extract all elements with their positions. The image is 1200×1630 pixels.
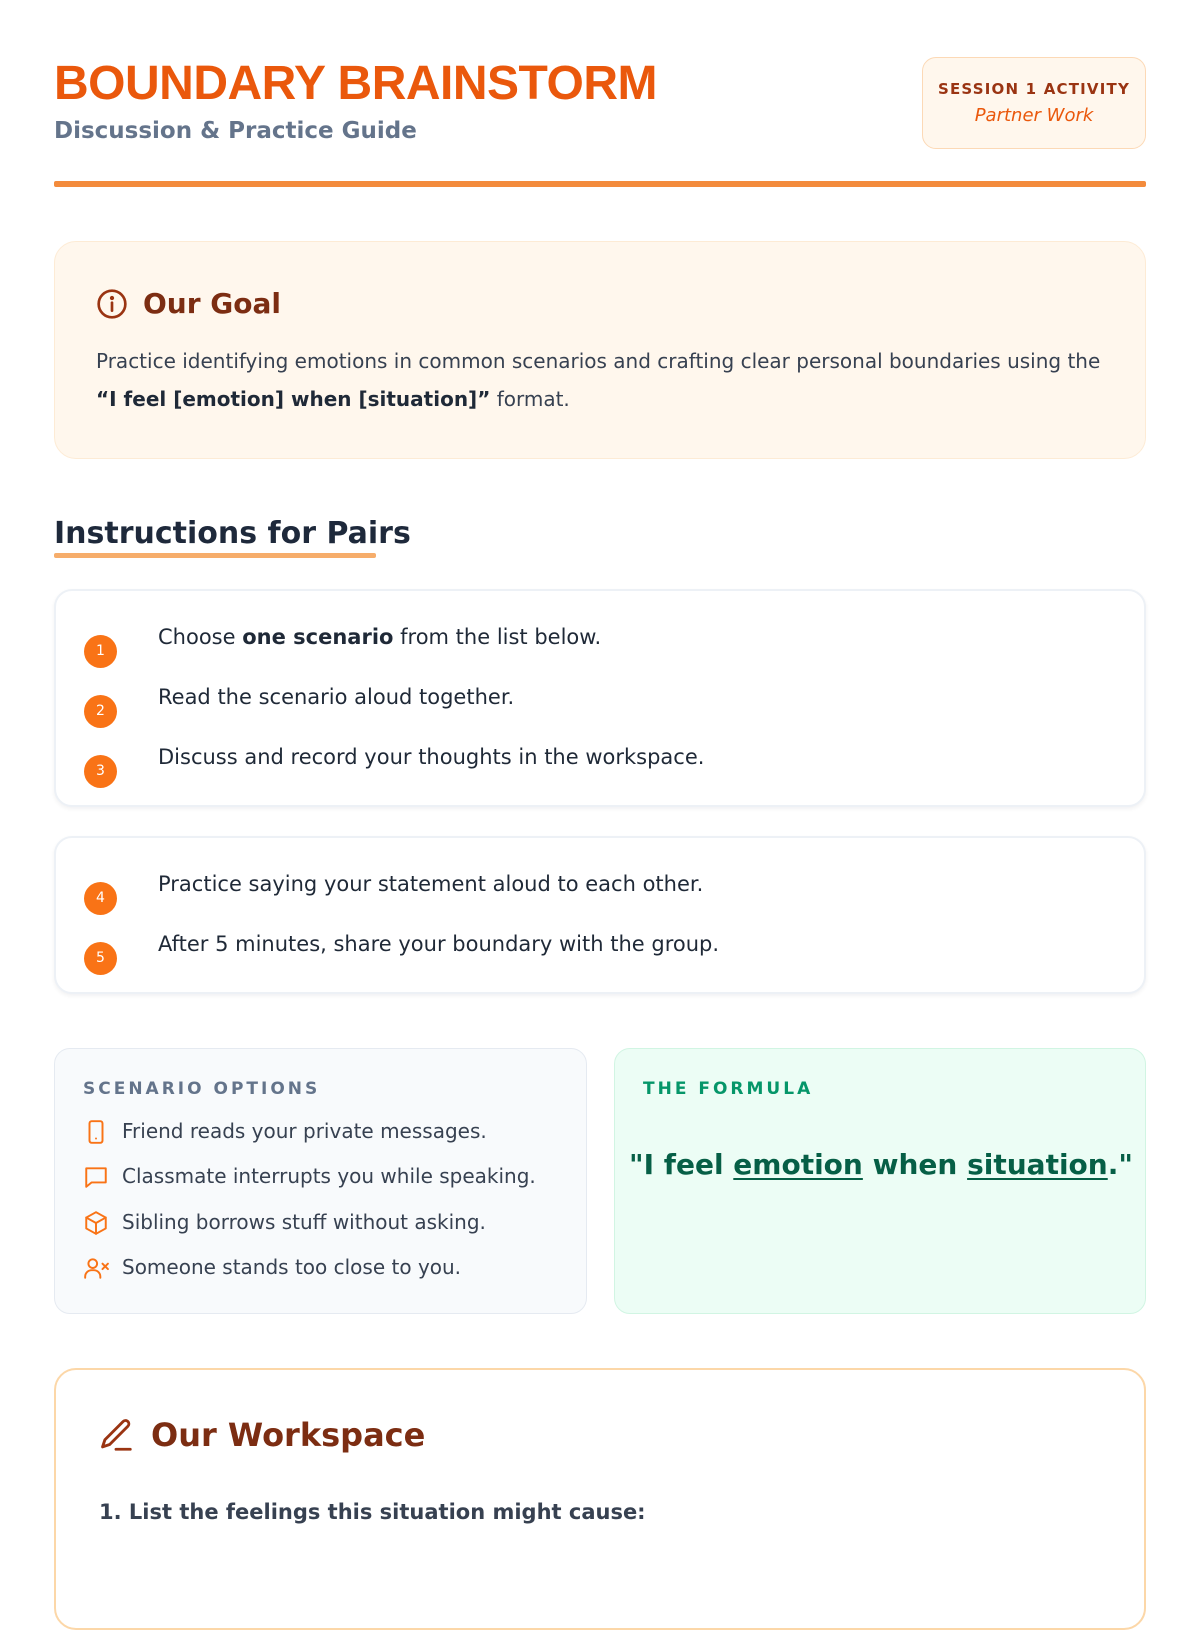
scenario-text: Friend reads your private messages.	[122, 1119, 487, 1143]
formula-open: "I feel	[629, 1148, 734, 1181]
step-number: 3	[84, 755, 117, 788]
formula-label: THE FORMULA	[643, 1079, 814, 1099]
step-number: 4	[84, 882, 117, 915]
pencil-icon	[97, 1416, 135, 1454]
step-text: Practice saying your statement aloud to each other.	[158, 872, 704, 896]
scenario-text: Someone stands too close to you.	[122, 1255, 462, 1279]
goal-title: Our Goal	[143, 287, 282, 320]
instructions-underline	[54, 553, 376, 558]
formula-situation: situation	[967, 1148, 1108, 1181]
instructions-title: Instructions for Pairs	[54, 516, 411, 551]
formula-close: ."	[1107, 1148, 1133, 1181]
scenario-options-card	[54, 1048, 587, 1314]
step-text	[158, 621, 601, 653]
step-text: Discuss and record your thoughts in the workspace.	[158, 745, 705, 769]
steps-card-2	[54, 836, 1146, 994]
formula-card	[614, 1048, 1146, 1314]
step-text-end: from the list below.	[393, 625, 602, 649]
session-mode: Partner Work	[974, 105, 1094, 126]
scenario-text: Sibling borrows stuff without asking.	[122, 1210, 486, 1234]
step-number: 5	[84, 942, 117, 975]
goal-format: “I feel [emotion] when [situation]”	[96, 387, 491, 411]
workspace-title: Our Workspace	[151, 1416, 426, 1454]
scenario-text: Classmate interrupts you while speaking.	[122, 1164, 536, 1188]
step-number: 2	[84, 695, 117, 728]
page-subtitle: Discussion & Practice Guide	[54, 118, 417, 144]
goal-text-end: format.	[490, 387, 570, 411]
goal-text	[96, 342, 1106, 418]
scenario-options-label: SCENARIO OPTIONS	[83, 1079, 321, 1099]
session-label: SESSION 1 ACTIVITY	[937, 80, 1131, 98]
info-circle-icon	[96, 288, 128, 320]
step-number: 1	[84, 635, 117, 668]
goal-card	[54, 241, 1146, 459]
step-text-start: Choose	[158, 625, 243, 649]
formula-statement	[615, 1148, 1147, 1181]
formula-emotion: emotion	[733, 1148, 863, 1181]
user-x-icon	[83, 1255, 109, 1281]
chat-bubble-icon	[83, 1164, 109, 1190]
header-divider	[54, 181, 1146, 187]
goal-text-start: Practice identifying emotions in common scenarios and crafting clear personal boundaries using the	[96, 349, 1101, 373]
session-badge	[922, 57, 1146, 149]
step-emphasis: one scenario	[242, 625, 394, 649]
step-text: After 5 minutes, share your boundary with the group.	[158, 932, 720, 956]
box-icon	[83, 1210, 109, 1236]
steps-card-1	[54, 589, 1146, 807]
formula-when: when	[862, 1148, 968, 1181]
step-text: Read the scenario aloud together.	[158, 685, 515, 709]
workspace-question-1: 1. List the feelings this situation might cause:	[99, 1500, 646, 1524]
smartphone-icon	[83, 1119, 109, 1145]
page-title: BOUNDARY BRAINSTORM	[54, 57, 657, 110]
workspace-card	[54, 1368, 1146, 1630]
